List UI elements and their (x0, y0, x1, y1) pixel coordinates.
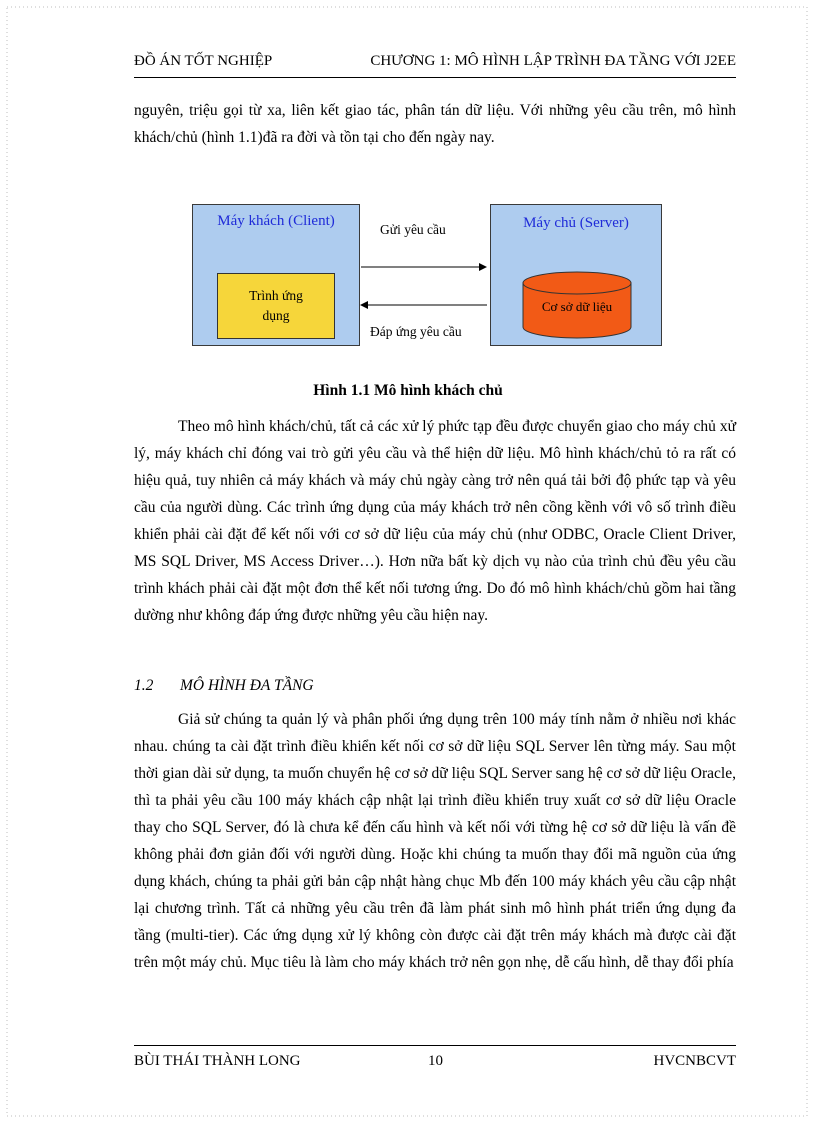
server-title: Máy chủ (Server) (523, 215, 629, 231)
intro-paragraph: nguyên, triệu gọi từ xa, liên kết giao tác, phân tán dữ liệu. Với những yêu cầu trên, mô hình khách/chủ (hình 1.1)đã ra đời và tồn tại cho đến ngày nay. (134, 102, 736, 146)
section-heading (134, 677, 314, 695)
section-title: MÔ HÌNH ĐA TẦNG (180, 677, 314, 694)
server-box (490, 204, 662, 346)
paragraph-client-server: Theo mô hình khách/chủ, tất cả các xử lý phức tạp đều được chuyển giao cho máy chủ xử lý, máy khách chỉ đóng vai trò gửi yêu cầu và thể hiện dữ liệu. Mô hình khách/chủ tỏ ra rất có hiệu quả, tuy nhiên cả máy khách và máy chủ ngày càng trở nên quá tải bởi độ phức tạp và yêu cầu của người dùng. Các trình ứng dụng của máy khách trở nên cồng kềnh với vô số trình điều khiển phải cài đặt để kết nối với cơ sở dữ liệu của máy chủ (như ODBC, Oracle Client Driver, MS SQL Driver, MS Access Driver…). Hơn nữa bất kỳ dịch vụ nào của trình chủ đều yêu cầu trình khách phải cài đặt một đơn thể kết nối tương ứng. Do đó mô hình khách/chủ gồm hai tầng dường như không đáp ứng được những yêu cầu hiện nay. (134, 418, 736, 624)
section-number: 1.2 (134, 677, 154, 694)
footer-rule (134, 1045, 736, 1046)
paragraph-multitier: Giả sử chúng ta quản lý và phân phối ứng dụng trên 100 máy tính nằm ở nhiều nơi khác nhau. chúng ta cài đặt trình điều khiển kết nối cơ sở dữ liệu SQL Server lên từng máy. Sau một thời gian dài sử dụng, ta muốn chuyển hệ cơ sở dữ liệu SQL Server sang hệ cơ sở dữ liệu Oracle, thì ta phải yêu cầu 100 máy khách cập nhật lại trình điều khiển truy xuất cơ sở dữ liệu Oracle thay cho SQL Server, đó là chưa kể đến cấu hình và kết nối với từng hệ cơ sở dữ liệu là vấn đề không phải đơn giản đối với người dùng. Hoặc khi chúng ta muốn thay đổi mã nguồn của ứng dụng khách, chúng ta phải gửi bản cập nhật hàng chục Mb đến 100 máy khách yêu cầu cập nhật lại chương trình. Tất cả những yêu cầu trên đã làm phát sinh mô hình phát triển ứng dụng đa tầng (multi-tier). Các ứng dụng xử lý không còn được cài đặt trên máy khách mà được cài đặt trên một máy chủ. Mục tiêu là làm cho máy khách trở nên gọn nhẹ, dễ cấu hình, dễ thay đổi phía (134, 711, 736, 971)
app-box (217, 273, 335, 339)
client-title: Máy khách (Client) (217, 213, 335, 229)
app-label: Trình ứng dụng (249, 288, 303, 323)
client-server-diagram (192, 204, 662, 346)
page-header (134, 53, 736, 73)
db-label: Cơ sở dữ liệu (541, 299, 613, 314)
response-arrow (360, 301, 487, 309)
header-rule (134, 77, 736, 78)
page-number: 10 (428, 1053, 443, 1069)
footer-author: BÙI THÁI THÀNH LONG (134, 1053, 301, 1069)
response-label: Đáp ứng yêu cầu (370, 324, 462, 339)
footer-institution: HVCNBCVT (653, 1053, 736, 1069)
client-box (192, 204, 360, 346)
header-left: ĐỒ ÁN TỐT NGHIỆP (134, 53, 273, 69)
arrows (358, 254, 490, 314)
request-label: Gửi yêu cầu (380, 222, 446, 237)
header-right: CHƯƠNG 1: MÔ HÌNH LẬP TRÌNH ĐA TẦNG VỚI J2EE (370, 53, 736, 69)
request-arrow (361, 263, 487, 271)
figure-caption: Hình 1.1 Mô hình khách chủ (313, 382, 503, 399)
